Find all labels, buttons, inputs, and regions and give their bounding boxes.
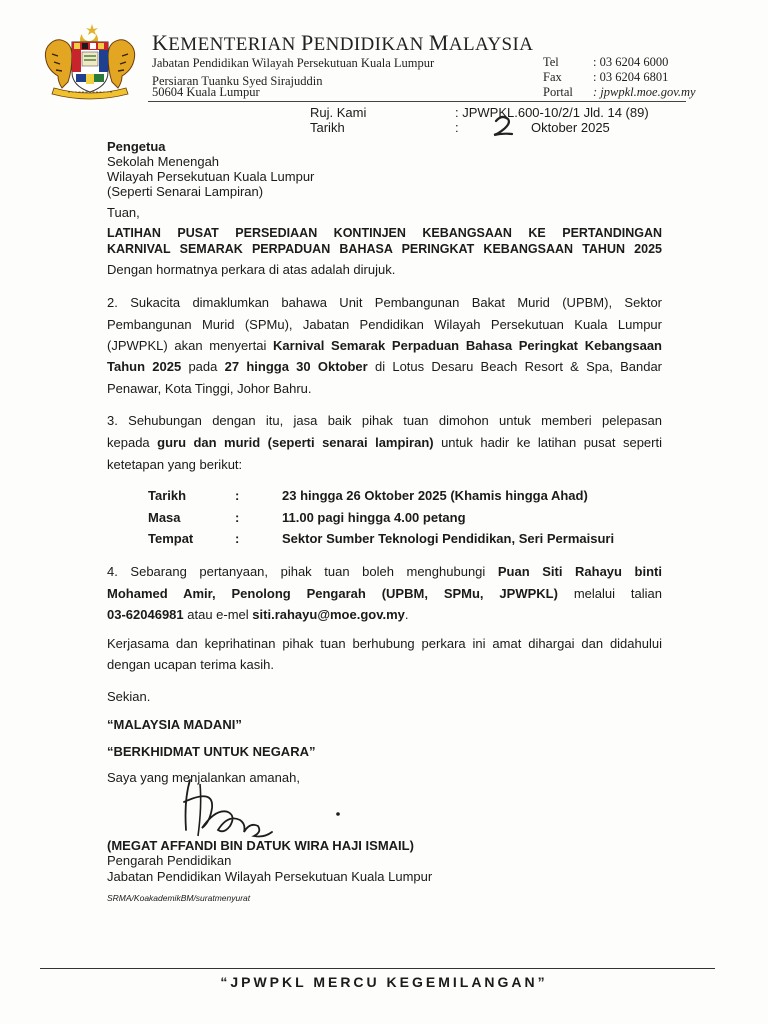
coat-of-arms-logo: [40, 20, 140, 102]
para2-line-1: 2. Sukacita dimaklumkan bahawa Unit Pembangunan Bakat Murid (UPBM), Sektor: [107, 295, 662, 310]
contact-person-name: Puan Siti Rahayu binti: [497, 564, 662, 579]
tarikh-colon: :: [455, 120, 459, 135]
recipient-line-3: Wilayah Persekutuan Kuala Lumpur: [107, 169, 315, 184]
event-dates: 27 hingga 30 Oktober: [224, 359, 368, 374]
detail-value-tarikh: 23 hingga 26 Oktober 2025 (Khamis hingga Ahad): [282, 488, 588, 503]
detail-label-tempat: Tempat: [148, 531, 194, 546]
para3-line-3: ketetapan yang berikut:: [107, 457, 243, 472]
address-line-1: Jabatan Pendidikan Wilayah Persekutuan Kuala Lumpur: [152, 56, 435, 70]
para4-line-1: [107, 564, 662, 580]
contact-phone: 03-62046981: [107, 607, 184, 622]
para4-line-2-b: melalui talian: [557, 586, 662, 601]
tarikh-value: Oktober 2025: [531, 120, 610, 135]
detail-colon-masa: :: [235, 510, 240, 525]
contact-person-title: Mohamed Amir, Penolong Pengarah (UPBM, SPMu, JPWPKL): [107, 586, 558, 601]
para2-line-4-d: di Lotus Desaru Beach Resort & Spa, Bandar: [367, 359, 663, 374]
recipient-line-1: Pengetua: [107, 139, 166, 154]
sekian-text: Sekian.: [107, 689, 151, 704]
portal-link[interactable]: : jpwpkl.moe.gov.my: [593, 85, 696, 99]
para3-line-2: [107, 435, 662, 451]
subject-title-line-1: LATIHAN PUSAT PERSEDIAAN KONTINJEN KEBANGSAAN KE PERTANDINGAN: [107, 226, 662, 240]
salutation: Tuan,: [107, 205, 140, 220]
event-name-part-1: Karnival Semarak Perpaduan Bahasa Peringkat Kebangsaan: [273, 338, 662, 353]
para4-line-1-a: 4. Sebarang pertanyaan, pihak tuan boleh menghubungi: [107, 564, 498, 579]
para3-line-1: 3. Sehubungan dengan itu, jasa baik pihak tuan dimohon untuk memberi pelepasan: [107, 413, 662, 428]
file-reference: SRMA/KoakademikBM/suratmenyurat: [107, 893, 251, 903]
para2-line-4: [107, 359, 662, 375]
closing-line-2: dengan ucapan terima kasih.: [107, 657, 274, 672]
para2-line-3: [107, 338, 662, 354]
fax-value: : 03 6204 6801: [593, 70, 669, 84]
detail-label-masa: Masa: [148, 510, 181, 525]
contact-email-link[interactable]: siti.rahayu@moe.gov.my: [252, 607, 405, 622]
portal-label: Portal: [543, 85, 573, 99]
tel-value: : 03 6204 6000: [593, 55, 669, 69]
detail-colon-tarikh: :: [235, 488, 240, 503]
recipient-line-4: (Seperti Senarai Lampiran): [107, 184, 264, 199]
para2-line-4-b: pada: [181, 359, 225, 374]
address-line-2: Persiaran Tuanku Syed Sirajuddin: [152, 74, 323, 88]
handwritten-day: [480, 113, 526, 137]
para2-line-3-a: (JPWPKL) akan menyertai: [107, 338, 274, 353]
footer-slogan: “JPWPKL MERCU KEGEMILANGAN”: [220, 974, 548, 990]
amanah-text: Saya yang menjalankan amanah,: [107, 770, 300, 785]
ruj-value: : JPWPKL.600-10/2/1 Jld. 14 (89): [455, 105, 649, 120]
detail-label-tarikh: Tarikh: [148, 488, 187, 503]
ruj-label: Ruj. Kami: [310, 105, 367, 120]
ministry-name: KEMENTERIAN PENDIDIKAN MALAYSIA: [152, 30, 534, 55]
para4-line-2: [107, 586, 662, 602]
para3-line-2-c: untuk hadir ke latihan pusat seperti: [433, 435, 662, 450]
para2-line-2: Pembangunan Murid (SPMu), Jabatan Pendidikan Wilayah Persekutuan Kuala Lumpur: [107, 317, 662, 332]
closing-line-1: Kerjasama dan keprihatinan pihak tuan berhubung perkara ini amat dihargai dan didahului: [107, 636, 662, 651]
header-divider: [148, 101, 686, 102]
participants: guru dan murid (seperti senarai lampiran): [157, 435, 434, 450]
detail-value-tempat: Sektor Sumber Teknologi Pendidikan, Seri Permaisuri: [282, 531, 615, 546]
para3-line-2-a: kepada: [107, 435, 158, 450]
signatory-position: Pengarah Pendidikan: [107, 853, 232, 868]
para4-line-3-d: .: [404, 607, 409, 622]
detail-value-masa: 11.00 pagi hingga 4.00 petang: [282, 510, 466, 525]
tel-label: Tel: [543, 55, 559, 69]
footer-divider: [40, 968, 715, 969]
motto-berkhidmat: “BERKHIDMAT UNTUK NEGARA”: [107, 744, 316, 759]
fax-label: Fax: [543, 70, 562, 84]
detail-colon-tempat: :: [235, 531, 240, 546]
subject-title-line-2: KARNIVAL SEMARAK PERPADUAN BAHASA PERINGKAT KEBANGSAAN TAHUN 2025: [107, 242, 662, 256]
signatory-department: Jabatan Pendidikan Wilayah Persekutuan Kuala Lumpur: [107, 869, 433, 884]
para4-line-3-b: atau e-mel: [183, 607, 253, 622]
event-year: Tahun 2025: [107, 359, 182, 374]
handwritten-signature: [160, 772, 350, 842]
intro-text: Dengan hormatnya perkara di atas adalah dirujuk.: [107, 262, 396, 277]
motto-malaysia-madani: “MALAYSIA MADANI”: [107, 717, 242, 732]
recipient-line-2: Sekolah Menengah: [107, 154, 220, 169]
tarikh-label: Tarikh: [310, 120, 345, 135]
para4-line-3: [107, 607, 409, 623]
para2-line-5: Penawar, Kota Tinggi, Johor Bahru.: [107, 381, 312, 396]
signatory-name: (MEGAT AFFANDI BIN DATUK WIRA HAJI ISMAIL): [107, 838, 414, 853]
address-line-3: 50604 Kuala Lumpur: [152, 85, 260, 99]
